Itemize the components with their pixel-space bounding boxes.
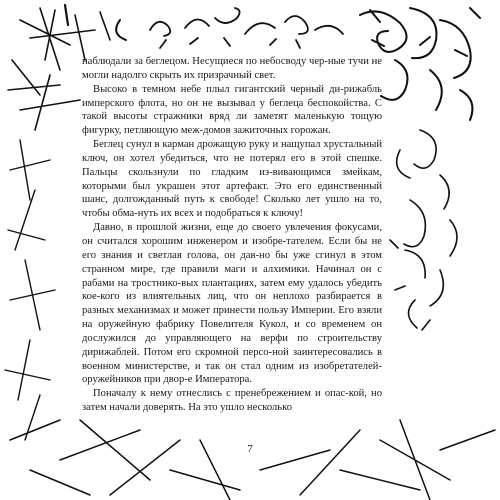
top-swirl-ornament bbox=[116, 8, 343, 48]
paragraph: Давно, в прошлой жизни, еще до своего увлечения фокусами, он считался хорошим инженером и изобре-тателем. Если бы не его знания и светлая голова, он дав-но бы уже сгинул в этом странном мире, где правили маги и алхимики. Начинал он с рабами на тростнико-вых плантациях, затем ему удалось убедить кое-кого из влиятельных лиц, что он неплохо разбирается в разных механизмах и может принести пользу Империи. Его взяли на оружейную фабрику Повелителя Кукол, и со временем он дослужился до управляющего на верфи по строительству дирижаблей. Потом его скромной персо-ной заинтересовались в военном министерстве, и так он стал одним из изобретателей-оружейников при двор-е Императора. bbox=[82, 222, 382, 386]
paragraph: наблюдали за беглецом. Несущиеся по небосводу чер-ные тучи не могли надолго скрыть их призрачный свет. bbox=[82, 56, 382, 81]
paragraph: Беглец сунул в карман дрожащую руку и нащупал хрустальный ключ, он хотел убедиться, что не потерял его в этой спешке. Пальцы скользнули по гладким из-вивающимся змейкам, которыми был украшен этот артефакт. Это его единственный шанс, долгожданный путь к свободе! Сколько лет ушло на то, чтобы обма-нуть их всех и подобраться к ключу! bbox=[82, 139, 382, 220]
left-border-strokes bbox=[5, 140, 55, 440]
paragraph: Поначалу к нему отнеслись с пренебрежением и опас-кой, но затем начали доверять. На это ушло несколько bbox=[82, 388, 382, 414]
page-number: 7 bbox=[247, 443, 253, 455]
right-border-ornament bbox=[390, 130, 457, 330]
bottom-border-strokes bbox=[10, 420, 495, 500]
paragraph: Высоко в темном небе плыл гигантский черный ди-рижабль имперского флота, но он не вызывал у беглеца беспокойства. С такой высоты стражники вряд ли заметят маленькую тощую фигурку, петляющую меж-домов зажиточных горожан. bbox=[82, 83, 382, 137]
body-text bbox=[82, 55, 382, 415]
